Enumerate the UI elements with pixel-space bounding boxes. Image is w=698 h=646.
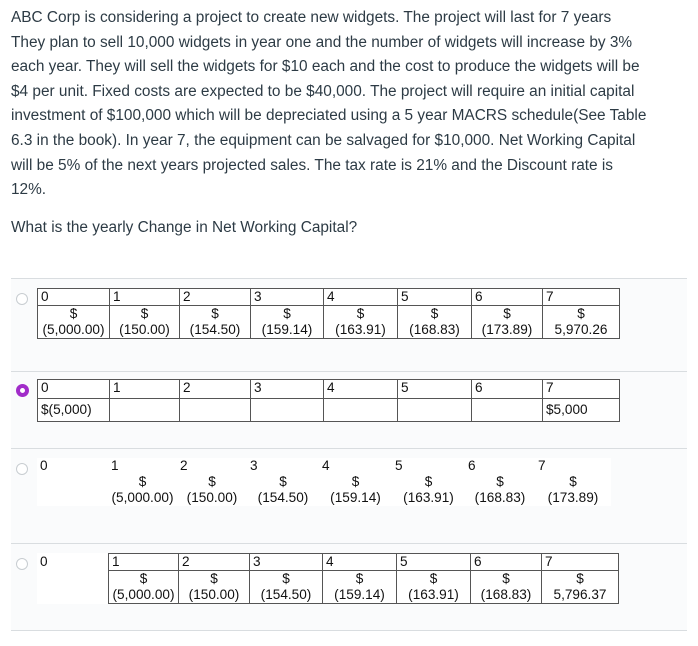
value-text: (163.91) [335, 322, 386, 337]
dollar-sign: $ [424, 474, 433, 489]
year-cell: 4 [322, 458, 330, 473]
year-cell: 0 [40, 458, 48, 473]
value-text: 5,796.37 [553, 587, 607, 602]
year-cell: 2 [180, 289, 251, 306]
question-line: will be 5% of the next years projected sales. The tax rate is 21% and the Discount rate is [11, 156, 613, 174]
value-cell [323, 571, 397, 604]
year-cell: 0 [38, 289, 110, 306]
value-cell [319, 474, 392, 506]
question-line: They plan to sell 10,000 widgets in year one and the number of widgets will increase by 3% [11, 33, 633, 51]
value-cell [251, 306, 324, 339]
year-cell: 7 [543, 380, 620, 399]
dollar-sign: $ [69, 306, 78, 321]
year-cell: 6 [472, 289, 543, 306]
radio-option-d[interactable] [16, 558, 28, 570]
dollar-sign: $ [576, 571, 584, 586]
dollar-sign: $ [356, 306, 365, 321]
option-a-table [37, 288, 620, 339]
table-row [37, 458, 611, 474]
value-cell [324, 399, 398, 422]
value-text: (154.50) [260, 587, 312, 602]
question-line: $4 per unit. Fixed costs are expected to be $40,000. The project will require an initial capital [11, 82, 635, 100]
dollar-sign: $ [430, 306, 439, 321]
value-text: (159.14) [330, 490, 381, 505]
question-line: 6.3 in the book). In year 7, the equipment can be salvaged for $10,000. Net Working Capital [11, 131, 636, 149]
year-cell: 0 [38, 380, 110, 399]
value-text: (5,000.00) [112, 587, 175, 602]
year-cell: 3 [250, 554, 323, 571]
radio-option-c[interactable] [16, 463, 28, 475]
value-text: 5,970.26 [554, 322, 608, 337]
table-row [37, 571, 619, 604]
option-d-table [37, 553, 619, 604]
value-text: (150.00) [186, 490, 238, 505]
year-cell: 0 [40, 553, 48, 569]
year-cell: 3 [250, 458, 258, 473]
table-row [38, 380, 620, 399]
year-cell: 4 [324, 380, 398, 399]
answer-option-d[interactable] [11, 543, 687, 631]
value-cell: $5,000 [543, 399, 620, 422]
value-cell [324, 306, 398, 339]
dollar-sign: $ [502, 571, 510, 586]
value-cell [110, 399, 180, 422]
value-cell [542, 571, 619, 604]
year-cell: 3 [251, 289, 324, 306]
value-text: (168.83) [480, 587, 532, 602]
radio-option-b-selected[interactable] [16, 384, 29, 397]
value-cell [179, 571, 250, 604]
dollar-sign: $ [210, 571, 218, 586]
year-cell: 6 [468, 458, 476, 473]
value-text: (163.91) [408, 587, 459, 602]
year-cell: 2 [180, 380, 251, 399]
question-line: investment of $100,000 which will be depreciated using a 5 year MACRS schedule(See Table [11, 107, 647, 125]
value-text: (150.00) [119, 322, 170, 337]
dollar-sign: $ [351, 474, 360, 489]
value-text: (173.89) [547, 490, 599, 505]
value-text: (154.50) [189, 322, 241, 337]
dollar-sign: $ [282, 571, 290, 586]
answer-option-c[interactable] [11, 448, 687, 543]
dollar-sign: $ [140, 306, 149, 321]
value-cell [397, 571, 471, 604]
year-cell: 7 [543, 289, 620, 306]
table-row [38, 399, 620, 422]
value-cell [109, 571, 179, 604]
value-cell [472, 399, 543, 422]
value-text: (150.00) [188, 587, 240, 602]
table-row [38, 289, 620, 306]
dollar-sign: $ [503, 306, 511, 321]
year-cell: 5 [398, 380, 472, 399]
year-cell: 2 [179, 554, 250, 571]
table-row [37, 474, 611, 506]
value-cell [110, 306, 180, 339]
dollar-sign: $ [139, 571, 148, 586]
year-cell: 1 [111, 458, 119, 473]
value-text: (163.91) [403, 490, 454, 505]
value-text: (159.14) [334, 587, 385, 602]
value-cell [543, 306, 620, 339]
radio-option-a[interactable] [16, 293, 28, 305]
question-prompt: What is the yearly Change in Net Working Capital? [11, 219, 358, 236]
value-cell [37, 571, 109, 604]
value-text: (159.14) [261, 322, 313, 337]
dollar-sign: $ [429, 571, 438, 586]
table-row [37, 554, 619, 571]
year-cell: 7 [542, 554, 619, 571]
year-cell: 5 [395, 458, 403, 473]
value-cell [37, 474, 108, 506]
year-cell: 6 [471, 554, 542, 571]
value-cell [465, 474, 535, 506]
question-text [11, 6, 691, 203]
value-cell [471, 571, 542, 604]
answer-option-b[interactable] [11, 371, 687, 448]
dollar-sign: $ [569, 474, 577, 489]
dollar-sign: $ [355, 571, 364, 586]
value-text: (168.83) [474, 490, 526, 505]
value-text: (5,000.00) [42, 322, 105, 337]
question-line: each year. They will sell the widgets for $10 each and the cost to produce the widgets will be [11, 58, 640, 76]
dollar-sign: $ [283, 306, 291, 321]
year-cell: 3 [251, 380, 324, 399]
answer-options [11, 278, 687, 631]
dollar-sign: $ [138, 474, 147, 489]
value-text: (5,000.00) [111, 490, 174, 505]
value-cell [38, 306, 110, 339]
year-cell: 6 [472, 380, 543, 399]
year-cell: 1 [109, 554, 179, 571]
option-b-table [37, 379, 620, 422]
dollar-sign: $ [496, 474, 504, 489]
answer-option-a[interactable] [11, 278, 687, 371]
value-cell [392, 474, 465, 506]
year-cell: 1 [110, 289, 180, 306]
value-cell [180, 399, 251, 422]
dollar-sign: $ [208, 474, 216, 489]
year-cell: 4 [323, 554, 397, 571]
year-cell: 1 [110, 380, 180, 399]
value-text: (173.89) [481, 322, 533, 337]
value-cell [247, 474, 319, 506]
value-cell [251, 399, 324, 422]
question-line: 12%. [11, 181, 47, 199]
year-cell: 7 [538, 458, 546, 473]
value-cell [398, 399, 472, 422]
value-cell [108, 474, 177, 506]
value-cell [180, 306, 251, 339]
value-cell [250, 571, 323, 604]
value-cell [177, 474, 247, 506]
dollar-sign: $ [211, 306, 219, 321]
value-cell: $(5,000) [38, 399, 110, 422]
year-cell: 4 [324, 289, 398, 306]
year-cell: 5 [397, 554, 471, 571]
value-cell [398, 306, 472, 339]
year-cell: 2 [180, 458, 188, 473]
value-cell [535, 474, 611, 506]
dollar-sign: $ [577, 306, 585, 321]
option-c-table [37, 458, 611, 506]
question-line: ABC Corp is considering a project to create new widgets. The project will last for 7 years [11, 9, 612, 26]
year-cell: 5 [398, 289, 472, 306]
value-text: (168.83) [409, 322, 460, 337]
value-cell [472, 306, 543, 339]
value-text: (154.50) [257, 490, 309, 505]
table-row [38, 306, 620, 339]
dollar-sign: $ [279, 474, 287, 489]
